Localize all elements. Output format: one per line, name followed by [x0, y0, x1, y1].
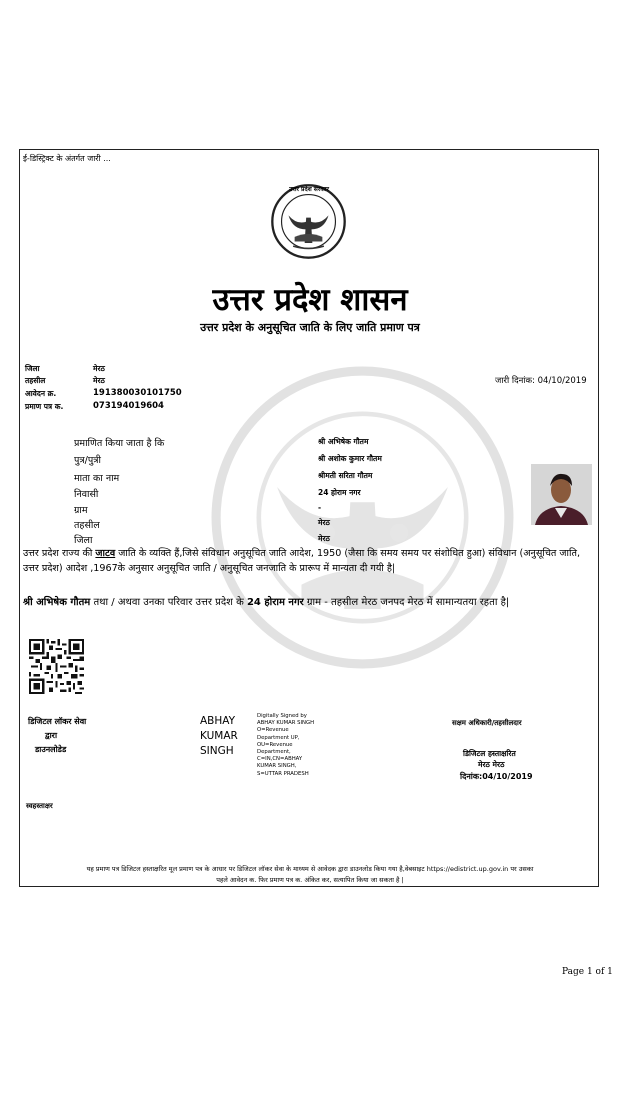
field-value: श्री अभिषेक गौतम	[318, 437, 369, 446]
field-label: ग्राम	[74, 505, 88, 516]
field-label: प्रमाणित किया जाता है कि	[74, 438, 165, 449]
field-label: निवासी	[74, 489, 99, 500]
certificate-paragraph: उत्तर प्रदेश राज्य की जाटव जाति के व्यक्ति हैं,जिसे संविधान अनुसूचित जाति आदेश, 1950 (जैसा कि समय समय पर संशोधित हुआ) संविधान (अनुसूचित जाति, उत्तर प्रदेश) आदेश ,1967के अनुसार अनुसूचित जाति / अनुसूचित जनजाति के प्रारूप में मान्यता दी गयी है|	[23, 548, 581, 574]
digilocker-line3: डाउनलोडेड	[35, 745, 67, 754]
tehsil-label: तहसील	[25, 376, 46, 385]
field-label: माता का नाम	[74, 473, 120, 484]
digilocker-line1: डिजिटल लॉकर सेवा	[28, 717, 87, 726]
authority-label: सक्षम अधिकारी/तहसीलदार	[452, 719, 522, 727]
field-value: 24 होराम नगर	[318, 488, 361, 497]
signer-name: ABHAY KUMAR SINGH	[200, 715, 238, 757]
field-value: -	[318, 503, 322, 512]
page-number: Page 1 of 1	[562, 967, 613, 977]
qr-code-icon	[29, 639, 84, 694]
digital-signature-details: Digitally Signed by ABHAY KUMAR SINGH O=Revenue Department UP, OU=Revenue Department, C=IN,CN=ABHAY KUMAR SINGH, S=UTTAR PRADESH	[257, 713, 315, 777]
tehsil-value: मेरठ	[93, 376, 105, 385]
residence-paragraph: श्री अभिषेक गौतम तथा / अथवा उनका परिवार उत्तर प्रदेश के 24 होराम नगर ग्राम - तहसील मेरठ जनपद मेरठ में सामान्यतया रहता है|	[23, 597, 510, 608]
field-label: पुत्र/पुत्री	[74, 455, 101, 466]
field-value: मेरठ	[318, 534, 330, 543]
watermark-emblem-icon	[210, 365, 515, 670]
emblem-text: उत्तर प्रदेश सरकार	[289, 186, 329, 193]
field-label: तहसील	[74, 520, 100, 531]
sign-date: दिनांक:04/10/2019	[460, 772, 533, 781]
field-value: श्री अशोक कुमार गौतम	[318, 454, 382, 463]
field-value: श्रीमती सरिता गौतम	[318, 471, 373, 480]
district-label: जिला	[25, 364, 40, 373]
applicant-photo	[531, 464, 592, 525]
field-label: जिला	[74, 535, 93, 546]
certificate-label: प्रमाण पत्र क.	[25, 402, 64, 411]
sign-place: मेरठ मेरठ	[478, 760, 505, 769]
page-title: उत्तर प्रदेश शासन	[212, 282, 408, 318]
up-emblem-icon	[270, 183, 347, 260]
district-value: मेरठ	[93, 364, 105, 373]
caste-name: जाटव	[95, 548, 116, 559]
application-value: 191380030101750	[93, 388, 182, 398]
certificate-value: 073194019604	[93, 401, 164, 411]
verification-footer: यह प्रमाण पत्र डिजिटल हस्ताक्षरित मूल प्रमाण पत्र के आधार पर डिजिटल लॉकर सेवा के माध्यम से आवेदक द्वारा डाउनलोड किया गया है,वेबसाइट https://edistrict.up.gov.in पर उसका पहले आवेदन क. फिर प्रमाण पत्र क. अंकित कर, सत्यापित किया जा सकता है |	[86, 865, 534, 884]
page-subtitle: उत्तर प्रदेश के अनुसूचित जाति के लिए जाति प्रमाण पत्र	[200, 321, 420, 334]
digital-sign-label: डिजिटल हस्ताक्षरित	[463, 749, 516, 758]
self-sign-label: स्वहस्ताक्षर	[26, 802, 53, 810]
top-note: ई-डिस्ट्रिक्ट के अंतर्गत जारी ...	[23, 154, 111, 163]
field-value: मेरठ	[318, 518, 330, 527]
application-label: आवेदन क्र.	[25, 389, 57, 398]
digilocker-line2: द्वारा	[45, 731, 58, 740]
issue-date: जारी दिनांक: 04/10/2019	[495, 376, 587, 386]
